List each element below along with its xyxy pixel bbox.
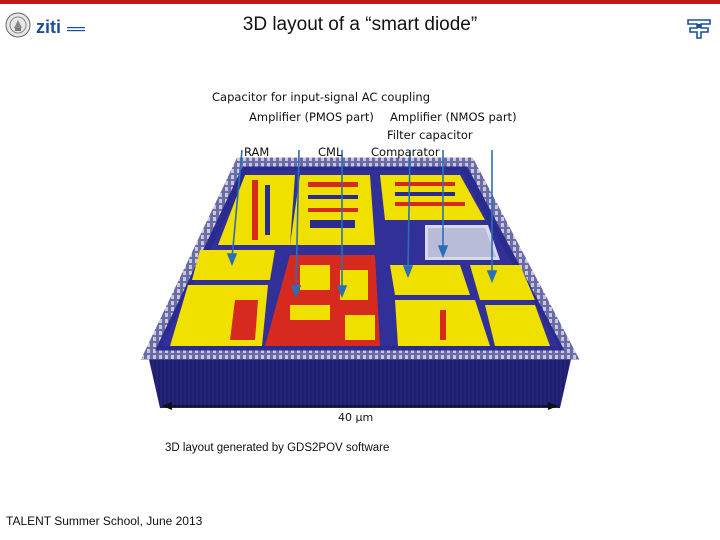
slide-title: 3D layout of a “smart diode” bbox=[242, 14, 478, 35]
scale-label: 40 µm bbox=[338, 411, 374, 424]
label-amplifier-pmos: Amplifier (PMOS part) bbox=[249, 110, 374, 124]
label-ram: RAM bbox=[244, 145, 270, 159]
chip-3d-layout-image bbox=[140, 150, 580, 410]
slide-header bbox=[0, 4, 720, 44]
slide-footer: TALENT Summer School, June 2013 bbox=[6, 514, 203, 528]
label-filter-capacitor: Filter capacitor bbox=[387, 128, 473, 142]
label-amplifier-nmos: Amplifier (NMOS part) bbox=[390, 110, 517, 124]
figure-caption: 3D layout generated by GDS2POV software bbox=[165, 442, 390, 454]
label-comparator: Comparator bbox=[371, 145, 440, 159]
svg-text:ziti: ziti bbox=[36, 17, 61, 37]
label-cml: CML bbox=[318, 145, 343, 159]
institute-logo-icon bbox=[686, 16, 712, 42]
label-capacitor: Capacitor for input-signal AC coupling bbox=[212, 90, 431, 104]
